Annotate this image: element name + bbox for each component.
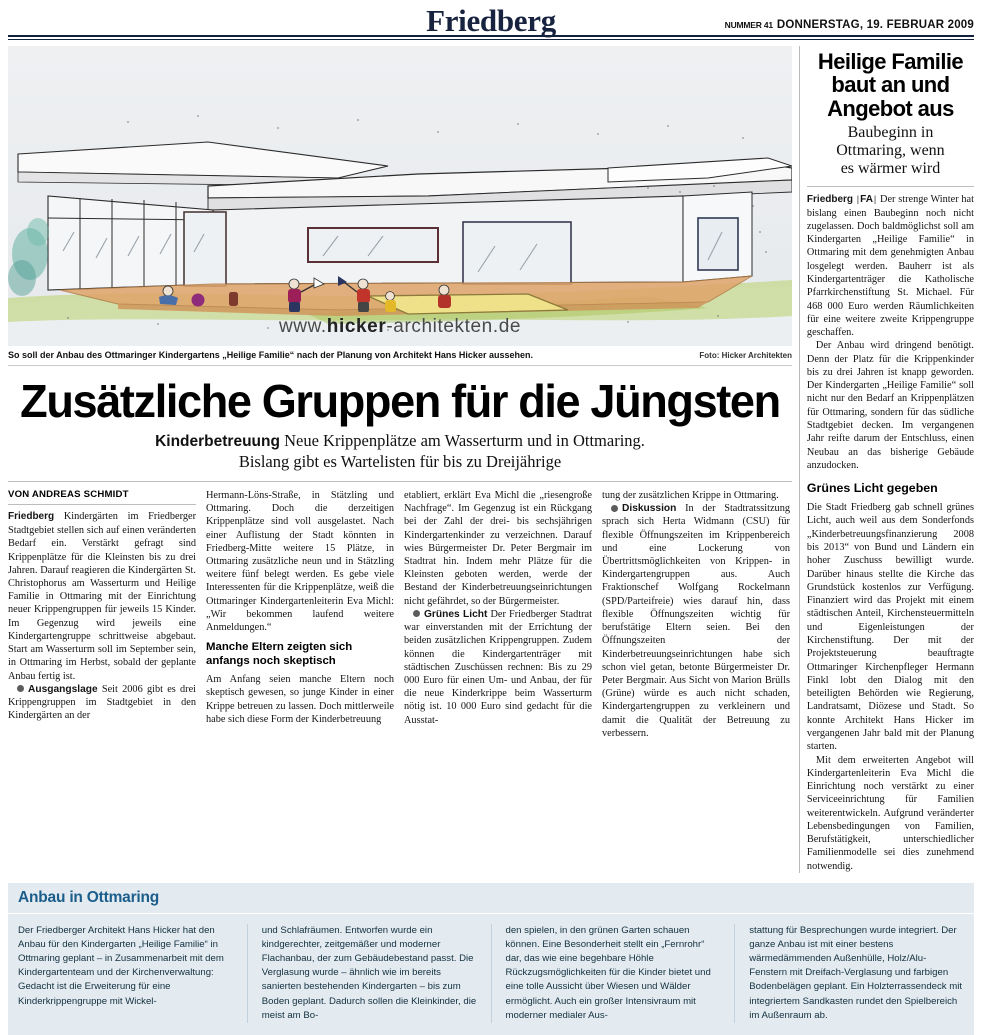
separator: | [856,193,860,204]
article-column-2 [206,489,394,740]
dateline: Friedberg [8,511,55,523]
paragraph-text: Kindergärten im Friedberger Stadtgebiet stellen sich auf einen veränderten Bedarf ein. Verstärkt gefragt sind Krippenplätze für die Kleinsten bis zu drei Jahren. Darauf reagieren die Kindergärten St. Christophorus am Wasserturm und Heilige Familie in Ottmaring mit der Einrichtung neuer Krippengruppen für jeweils 15 Kinder. Im Gegenzug wird jeweils eine Kindergartengruppe schrittweise abgebaut. Start am Wasserturm soll im September sein, in Ottmaring im Herbst, sobald der geplante Anbau fertig ist. [8,511,197,682]
paragraph-text: etabliert, erklärt Eva Michl die „riesengroße Nachfrage“. Im Gegenzug ist ein Rückgang bei der Zahl der drei- bis sechsjährigen Kindergartenkinder zu verzeichnen. Darauf wies Bürgermeister Dr. Peter Bergmair im Stadtrat hin. Indem mehr Plätze für die Kleinsten geboten werden, werde der Bestand der Kinderbetreuungseinrichtungen nicht gefährdet, so der Bürgermeister. [404,489,592,607]
sidebar-dateline: Friedberg [806,193,854,205]
paragraph-text: stattung für Besprechungen wurde integriert. Der ganze Anbau ist mit einer bestens wärmedämmenden Außenhülle, Holz/Alu-Fenstern mit Dreifach-Verglasung und farbigen Bodenbelägen geplant. Ein Holzterrassendeck mit integriertem Sandkasten rundet den Spielbereich im Außenraum ab. [749,925,963,1021]
section-subheading: Manche Eltern zeigten sich anfangs noch skeptisch [206,641,353,667]
architect-sketch-icon [8,46,792,346]
infobox-column-4 [734,924,964,1023]
subhead-line-2: Bislang gibt es Wartelisten für bis zu Dreijährige [238,451,562,471]
infobox-column-1 [18,924,233,1023]
paragraph [807,193,974,340]
sidebar-article [807,46,974,873]
paragraph-text: Am Anfang seien manche Eltern noch skeptisch gewesen, so junge Kinder in einer Krippe betreuen zu lassen. Doch mittlerweile habe sich diese Form der Kinderbetreuung [206,674,394,725]
infobox-column-3 [491,924,721,1023]
article-subhead [8,431,792,472]
paragraph-text: Die Stadt Friedberg gab schnell grünes Licht, auch weil aus dem Sonderfonds „Kinderbetreuungsfinanzierung 2008 bis 2013“ von Bund und Ländern ein hoher Zuschuss bewilligt wurde. Darüber hinaus stellte die Kirche das Grundstück kostenlos zur Verfügung. Finanziert wird das Projekt mit einem städtischen Anteil, Kirchensteuermitteln und Eigenleistungen der Kirchenstiftung. Der mit der Projektsteuerung beauftragte Ottmaringer Kirchenpfleger Hermann Finkl lobt den Dialog mit den beteiligten Behörden wie Regierung, Landratsamt, Diözese und Stadt. So konnte Architekt Hans Hicker im vergangenen Jahr bald mit der Planung starten. [806,502,974,753]
paragraph-text: und Schlafräumen. Entworfen wurde ein kindgerechter, zeitgemäßer und moderner Flachanbau, der zum Gebäudebestand passt. Die Verglasung wurde – ähnlich wie im bereits sanierten bestehenden Kindergarten – bis zum Boden geplant. Dadurch sollen die Kleinkinder, die meist am Bo- [261,925,477,1021]
masthead-underrule [8,39,974,40]
sidebar-headline-line-1: Heilige Familie [817,49,963,74]
sidebar-divider [807,186,974,187]
article-column-4 [602,489,790,740]
article-illustration [8,46,792,346]
masthead-meta [725,19,974,31]
paragraph [8,683,196,723]
subhead-kicker: Kinderbetreuung [155,432,280,450]
masthead-title: Friedberg [426,3,556,38]
watermark-suffix: -architekten.de [386,316,522,337]
paragraph-text: Der Friedberger Stadtrat war einverstanden mit der Errichtung der beiden zusätzlichen Krippengruppen. Zudem können die Kindergartenträger mit städtischen Zuschüssen rechnen: Bis zu 29 000 Euro für einen Um- und Anbau, der für die neue Kinderkrippe beim Wasserturm nötig ist. 10 000 Euro sind gedacht für die Ausstat- [404,608,592,726]
page-grid [8,46,974,873]
runin-heading: Grünes Licht [424,608,488,620]
runin-heading: Ausgangslage [28,683,98,695]
bullet-icon [413,610,420,617]
watermark-prefix: www. [278,316,327,337]
infobox [8,883,974,1035]
sidebar-headline-line-2: baut an und [831,72,950,98]
watermark-brand: hicker [326,316,387,337]
infobox-title: Anbau in Ottmaring [18,889,160,907]
sidebar-body [807,193,974,873]
paragraph-text: Der strenge Winter hat bislang einen Baubeginn noch nicht zugelassen. Doch baldmöglichst soll am Kindergarten „Heilige Familie“ in Ottmaring mit dem genehmigten Anbau losgelegt werden. Bauherr ist als Kindergartenträger die Katholische Pfarrkirchenstiftung St. Michael. Für 468 000 Euro werden Räumlichkeiten für eine weitere zweite Krippengruppe geschaffen. [806,193,974,339]
masthead [8,0,974,37]
photo-caption: So soll der Anbau des Ottmaringer Kindergartens „Heilige Familie“ nach der Planung von Architekt Hans Hicker aussehen. [8,350,533,360]
article-headline: Zusätzliche Gruppen für die Jüngsten [20,375,780,427]
paragraph-text: Der Friedberger Architekt Hans Hicker hat den Anbau für den Kindergarten „Heilige Familie“ in Ottmaring geplant – in Zusammenarbeit mit dem Kindergartenteam und der Kirchenverwaltung: Gedacht ist die Erweiterung für eine Kinderkrippengruppe mit Wickel- [18,925,224,1007]
paragraph [602,502,790,740]
sidebar-subhead-line-3: es wärmer wird [840,160,941,178]
agency-code: FA [860,193,873,205]
article-column-1 [8,489,196,740]
bullet-icon [17,685,24,692]
subhead-line-1: Neue Krippenplätze am Wasserturm und in Ottmaring. [284,430,645,450]
paragraph-text: tung der zusätzlichen Krippe in Ottmaring. [602,489,779,501]
bullet-icon [611,505,618,512]
paragraph [8,510,196,682]
article-columns [8,489,792,740]
infobox-column-2 [247,924,477,1023]
runin-heading: Diskussion [622,503,677,515]
sidebar-headline-line-3: Angebot aus [827,95,954,121]
sidebar-subhead-line-1: Baubeginn in [847,123,934,141]
issue-number: NUMMER 41 [724,20,773,30]
photo-caption-row [8,346,792,366]
column-divider [799,46,800,873]
paragraph-text: In der Stadtratssitzung sprach sich Herta Widmann (CSU) für flexible Öffnungszeiten im Krippenbereich und eine Lockerung von Übertrittsmöglichkeiten von Krippen- in Kindergartengruppen aus. Auch Fraktionschef Wolfgang Rockelmann (SPD/Parteifreie) wies darauf hin, dass flexible Öffnungszeiten wichtig für berufstätige Eltern seien. Bei den Öffnungszeiten der Kinderbetreuungseinrichtungen habe sich schon viel getan, betonte Bürgermeister Dr. Peter Bergmair. Aus Sicht von Marion Brülls (Grüne) würde es auch nicht schaden, Kindergartengruppen zu verkleinern und damit die Qualität der Betreuung zu verbessern. [602,503,791,739]
infobox-columns [8,914,974,1035]
sidebar-subhead-line-2: Ottmaring, wenn [836,142,945,160]
paragraph-text: den spielen, in den grünen Garten schauen können. Eine Besonderheit stellt ein „Fernrohr“ dar, das wie eine begehbare Höhle Rückzugsmöglichkeiten für die Kinder bietet und eine tolle Aussicht über Wiesen und Wälder ermöglicht. Auch ein großer Intensivraum mit moderner medialer Aus- [505,925,711,1021]
sidebar-headline [807,50,974,120]
article-byline: VON ANDREAS SCHMIDT [8,489,196,505]
paragraph-text: Seit 2006 gibt es drei Krippengruppen im Stadtgebiet in den Kindergärten an der [8,683,197,722]
photo-watermark [279,316,521,338]
paragraph-text: Hermann-Löns-Straße, in Stätzling und Ottmaring. Doch die derzeitigen Krippenplätze sind voll ausgelastet. Nach einer Auflistung der Stadt könnten in Friedberg-Mitte weitere 15 Plätze, in Ottmaring zusätzliche neun und in Stätzling weitere fünf belegt werden. Es gebe viele Interessenten für die Krippenplätze, weiß die Ottmaringer Kindergartenleiterin Eva Michl: „Wir bekommen laufend weitere Anmeldungen.“ [206,489,394,634]
sidebar-subhead [807,124,974,179]
main-article-zone [8,46,792,873]
sidebar-section-heading: Grünes Licht gegeben [806,481,938,496]
separator: | [873,193,877,204]
paragraph [404,608,592,727]
photo-credit: Foto: Hicker Architekten [699,351,792,360]
issue-date: DONNERSTAG, 19. FEBRUAR 2009 [776,19,974,31]
headline-divider [8,481,792,482]
paragraph-text: Der Anbau wird dringend benötigt. Denn der Platz für die Krippenkinder bis zu drei Jahren ist knapp geworden. Der Kindergarten „Heilige Familie“ soll nicht nur den Bedarf an Krippenplätzen für Ottmaring, sondern für das südliche Stadtgebiet decken. Im vergangenen Jahr reifte darum der Entschluss, einen Neubau an das bisherige Gebäude anzudocken. [806,340,974,471]
article-column-3 [404,489,592,740]
paragraph-text: Mit dem erweiterten Angebot will Kindergartenleiterin Eva Michl die Einrichtung noch verstärkt zu einer Serviceeinrichtung für Familien weiterentwickeln. Aufgrund veränderter Lebensbedingungen von Familien, Berufstätigkeit, unterschiedlicher Familienmodelle sei dies zunehmend notwendig. [806,754,974,872]
